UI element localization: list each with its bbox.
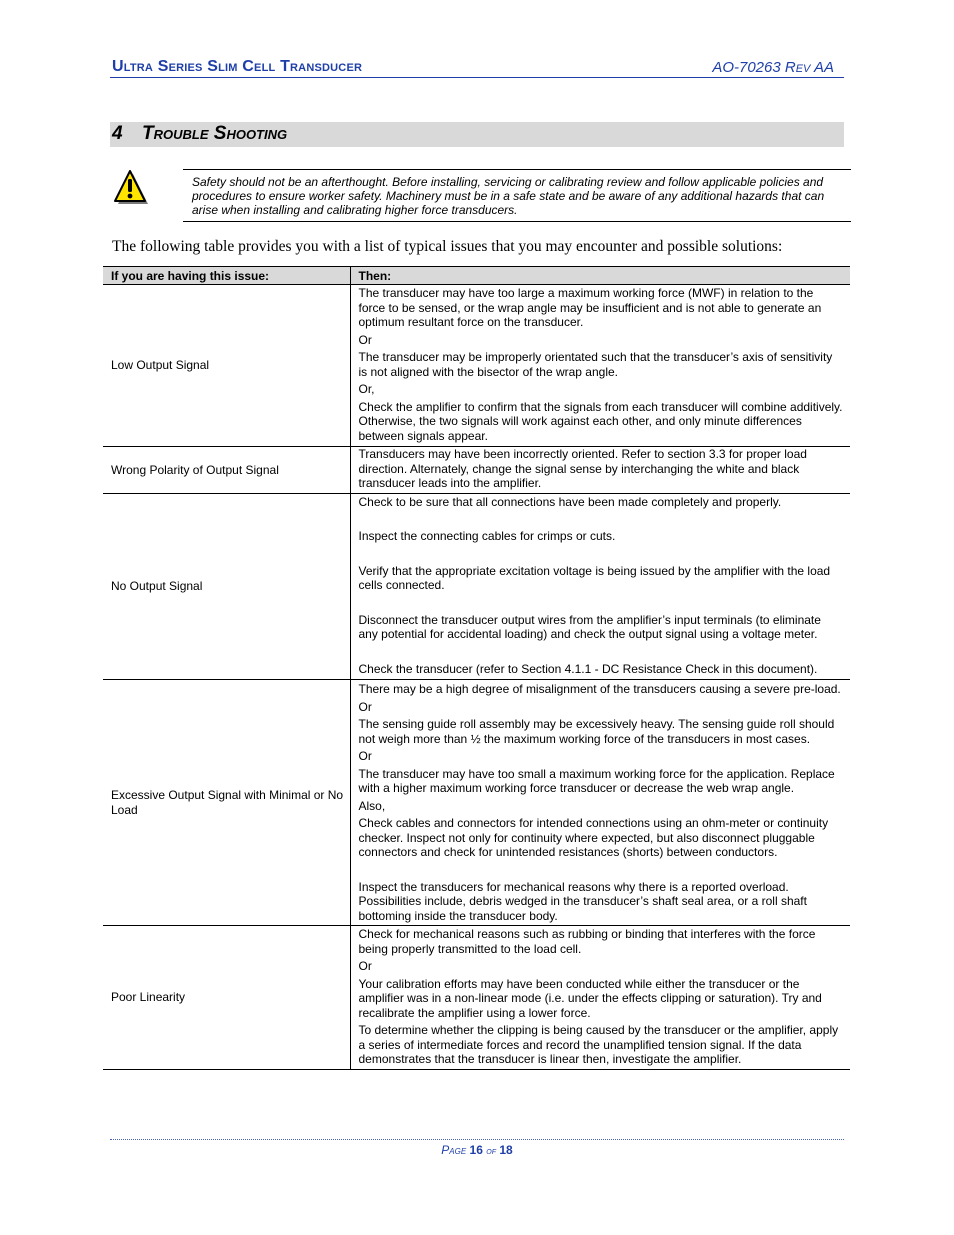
section-title: Trouble Shooting — [142, 123, 288, 144]
solution-text: Or — [358, 959, 372, 973]
solution-text: Also, — [358, 798, 386, 813]
footer-rule — [110, 1139, 844, 1140]
solution-cell — [350, 447, 850, 494]
issue-column-header: If you are having this issue: — [103, 267, 350, 285]
solution-text: The transducer may have too large a maximum working force (MWF) in relation to the force to be sensed, or the wrap angle may be insufficient and is not able to generate an optimum resultant force on the transducer. — [358, 286, 822, 329]
solution-text: Or — [358, 699, 372, 714]
intro-paragraph: The following table provides you with a list of typical issues that you may encounter and possible solutions: — [112, 238, 783, 255]
solution-text: To determine whether the clipping is being caused by the transducer or the amplifier, apply a series of intermediate forces and record the unamplified tension signal. If the data demonstrates that the transducer is linear then, investigate the amplifier. — [358, 1023, 839, 1066]
issue-cell: Wrong Polarity of Output Signal — [103, 447, 350, 494]
solution-text: Or — [358, 749, 372, 763]
solution-text: Or — [358, 332, 372, 347]
page-number: 16 — [469, 1143, 483, 1157]
solution-cell — [350, 680, 850, 926]
table-row — [103, 447, 850, 494]
solution-text: The sensing guide roll assembly may be excessively heavy. The sensing guide roll should not weigh more than ½ the maximum working force of the transducers in most cases. — [358, 717, 835, 746]
table-row — [103, 926, 850, 1070]
page-header — [110, 57, 844, 78]
solution-text: The transducer may be improperly orientated such that the transducer’s axis of sensitivity is not aligned with the bisector of the wrap angle. — [358, 350, 833, 379]
solution-text: Check to be sure that all connections have been made completely and properly. — [358, 494, 782, 509]
total-pages: 18 — [499, 1143, 513, 1157]
section-number: 4 — [112, 123, 123, 144]
table-row — [103, 493, 850, 680]
table-row — [103, 285, 850, 447]
solution-cell — [350, 493, 850, 680]
solution-text: Check the amplifier to confirm that the signals from each transducer will combine additively. Otherwise, the two signals will work against each other, and only minute differences between signals appear. — [358, 399, 843, 443]
solution-cell — [350, 285, 850, 447]
solution-text: Or, — [358, 382, 375, 396]
solution-text: The transducer may have too small a maximum working force for the application. Replace with a higher maximum working force transducer or decrease the web wrap angle. — [358, 766, 835, 795]
solution-text: Transducers may have been incorrectly oriented. Refer to section 3.3 for proper load direction. Alternately, change the signal sense by interchanging the white and black transducer leads into the amplifier. — [358, 447, 807, 490]
solution-text: Inspect the transducers for mechanical reasons why there is a reported overload. Possibilities include, debris wedged in the transducer’s shaft seal area, or a roll shaft bottoming inside the transducer body. — [358, 879, 807, 923]
solution-text: Your calibration efforts may have been conducted while either the transducer or the amplifier was in a non-linear mode (i.e. under the effects clipping or saturation). Try and recalibrate the amplifier using a lower force. — [358, 976, 822, 1020]
page-footer — [0, 1143, 954, 1157]
section-heading — [110, 122, 844, 147]
safety-note: Safety should not be an afterthought. Before installing, servicing or calibrating review and follow applicable policies and procedures to ensure worker safety. Machinery must be in a safe state and be aware of any additional hazards that can arise when installing and calibrating higher force transducers. — [192, 175, 825, 217]
troubleshooting-table — [103, 266, 850, 1070]
solution-text: Verify that the appropriate excitation voltage is being issued by the amplifier with the load cells connected. — [358, 563, 831, 592]
issue-cell: No Output Signal — [103, 493, 350, 680]
document-number: AO-70263 Rev AA — [712, 59, 834, 76]
page-label: Page — [441, 1143, 467, 1157]
solution-column-header: Then: — [350, 267, 850, 285]
table-header-row — [103, 267, 850, 285]
document-title: Ultra Series Slim Cell Transducer — [112, 58, 363, 75]
solution-text: Check cables and connectors for intended connections using an ohm-meter or continuity checker. Inspect not only for continuity where expected, but also disconnect pluggable connectors and check for unintended resistances (shorts) between conductors. — [358, 816, 829, 859]
of-label: of — [486, 1146, 496, 1157]
safety-note-box — [183, 169, 851, 222]
solution-cell — [350, 926, 850, 1070]
solution-text: Disconnect the transducer output wires from the amplifier’s input terminals (to eliminate any potential for accidental loading) and check the output signal using a voltage meter. — [358, 612, 821, 641]
solution-text: Check the transducer (refer to Section 4.1.1 - DC Resistance Check in this document). — [358, 661, 818, 676]
issue-cell: Low Output Signal — [103, 285, 350, 447]
issue-cell: Excessive Output Signal with Minimal or No Load — [103, 680, 350, 926]
warning-icon — [112, 170, 150, 206]
issue-cell: Poor Linearity — [103, 926, 350, 1070]
table-row — [103, 680, 850, 926]
solution-text: Inspect the connecting cables for crimps or cuts. — [358, 529, 616, 543]
solution-text: There may be a high degree of misalignment of the transducers causing a severe pre-load. — [358, 682, 841, 696]
solution-text: Check for mechanical reasons such as rubbing or binding that interferes with the force being properly transmitted to the load cell. — [358, 927, 816, 956]
